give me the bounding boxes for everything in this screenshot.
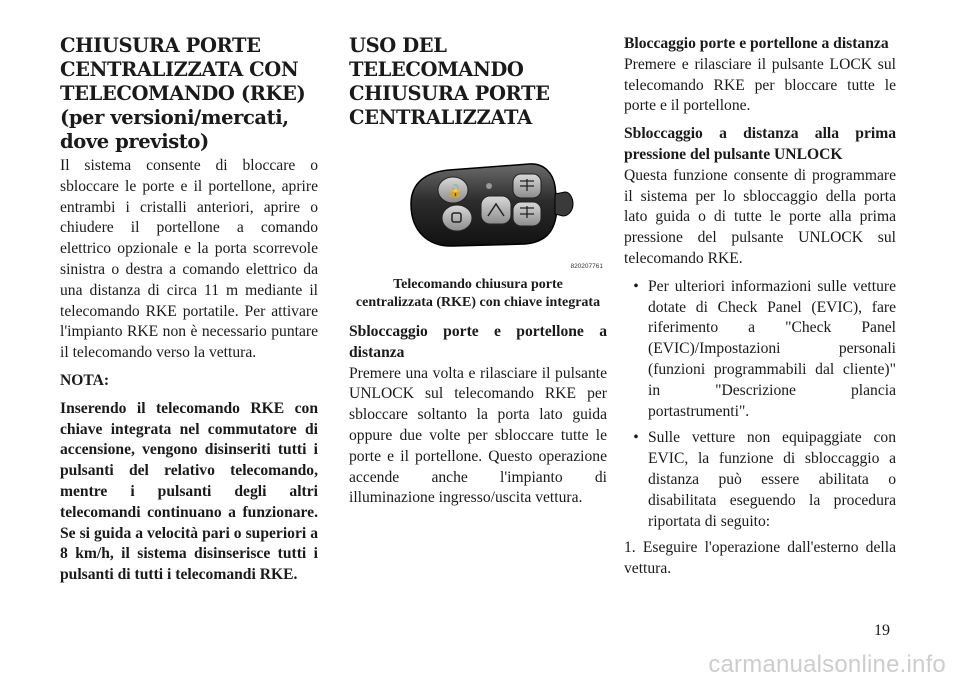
title-line: TELECOMANDO (RKE): [60, 82, 306, 105]
figure-caption: Telecomando chiusura porte centralizzata (RKE) con chiave integrata: [355, 277, 601, 310]
section-title-remote-use: [349, 34, 607, 130]
subsection-text-unlock: Premere una volta e rilasciare il pulsante UNLOCK sul telecomando RKE per sbloccare soltanto la porta lato guida oppure due volte per sbloccare tutte le porte e il portellone. Questo operazione accende anche l'impianto di illuminazione ingresso/uscita vettura.: [349, 364, 607, 507]
keyfob-icon: [349, 134, 607, 274]
title-line: (per versioni/mercati,: [60, 106, 289, 129]
figure-code: 820207761: [570, 263, 603, 270]
title-line: CHIUSURA PORTE: [60, 34, 261, 57]
title-line: USO DEL TELECOMANDO: [349, 34, 524, 81]
list-item: [624, 277, 896, 423]
subsection-text-lock: Premere e rilasciare il pulsante LOCK sul telecomando RKE per bloccare tutte le porte e il portellone.: [624, 55, 896, 115]
intro-paragraph: Il sistema consente di bloccare o sbloccare le porte e il portellone, aprire entrambi i cristalli anteriori, aprire o chiudere il portellone a comando elettrico opzionale e la porta scorrevole sinistra o destra a comando elettrico da una distanza di circa 11 m mediante il telecomando RKE portatile. Per attivare l'impianto RKE non è necessario puntare il telecomando verso la vettura.: [60, 157, 318, 362]
column-right: [624, 34, 896, 580]
bullet-text: Sulle vetture non equipaggiate con EVIC, la funzione di sbloccaggio a distanza può essere abilitata o disabilitata eseguendo la procedura riportata di seguito:: [648, 429, 896, 530]
list-item: [624, 428, 896, 532]
title-line: CHIUSURA PORTE: [349, 82, 550, 105]
column-middle: [349, 34, 607, 509]
subsection-title-unlock: Sbloccaggio porte e portellone a distanza: [349, 323, 607, 361]
title-line: CENTRALIZZATA: [349, 106, 532, 129]
page-number: 19: [874, 622, 890, 639]
keyfob-illustration: [349, 134, 607, 274]
bullet-icon: •: [633, 277, 639, 295]
subsection-title-first-press: Sbloccaggio a distanza alla prima pressione del pulsante UNLOCK: [624, 125, 896, 163]
svg-text:🔓: 🔓: [448, 184, 463, 198]
subsection-title-lock: Bloccaggio porte e portellone a distanza: [624, 35, 889, 52]
column-left: [60, 34, 318, 586]
section-title-rke: [60, 34, 318, 154]
step-1: 1. Eseguire l'operazione dall'esterno della vettura.: [624, 539, 896, 578]
title-line: CENTRALIZZATA CON: [60, 58, 299, 81]
subsection-text-first-press: Questa funzione consente di programmare il sistema per lo sbloccaggio della porta lato guida o di tutte le porte alla prima pressione del pulsante UNLOCK sul telecomando RKE.: [624, 166, 896, 267]
note-text: Inserendo il telecomando RKE con chiave integrata nel commutatore di accensione, vengono disinseriti tutti i pulsanti del relativo telecomando, mentre i pulsanti degli altri telecomandi continuano a funzionare. Se si guida a velocità pari o superiori a 8 km/h, il sistema disinserisce tutti i pulsanti di tutti i telecomandi RKE.: [60, 399, 318, 584]
title-line: dove previsto): [60, 130, 209, 153]
note-label: NOTA:: [60, 371, 110, 389]
bullet-icon: •: [633, 429, 639, 447]
watermark: carmanualsonline.info: [708, 651, 946, 678]
bullet-text: Per ulteriori informazioni sulle vetture dotate di Check Panel (EVIC), fare riferimento a "Check Panel (EVIC)/Impostazioni personali (funzioni programmabili dal cliente)" in "Descrizione plancia portastrumenti".: [648, 277, 896, 420]
